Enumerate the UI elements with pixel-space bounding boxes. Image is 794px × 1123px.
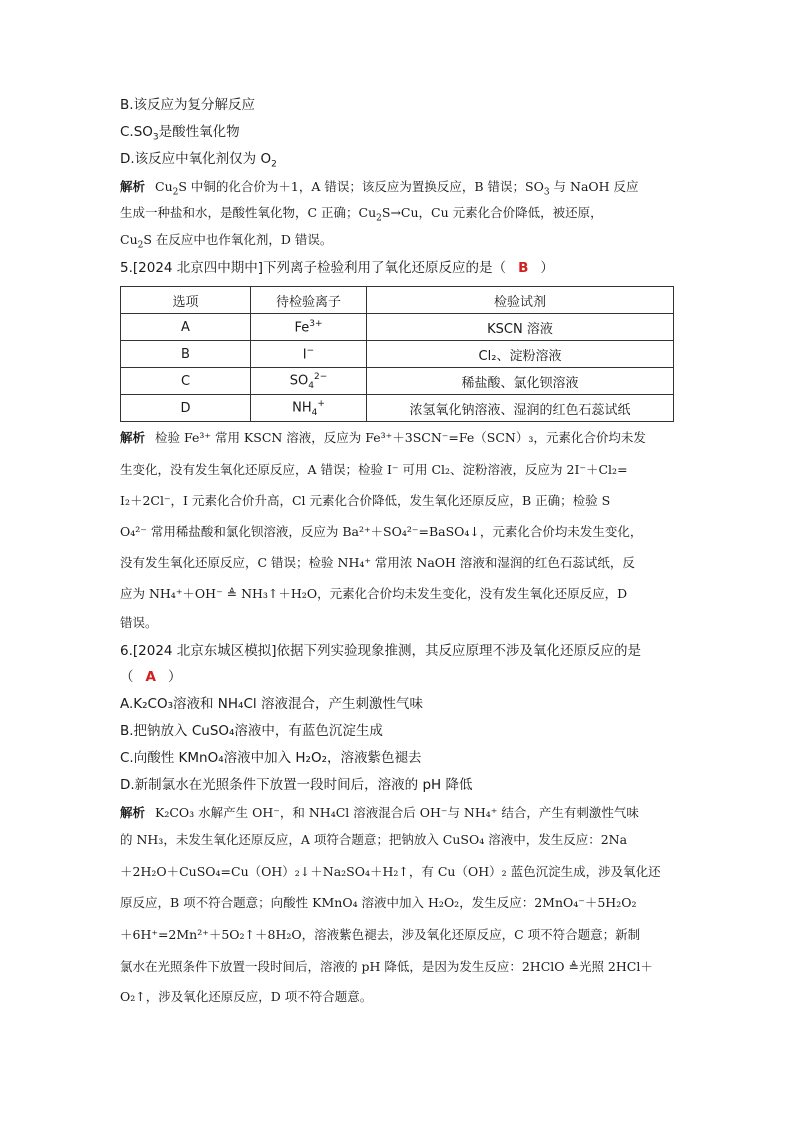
table-row	[121, 368, 674, 395]
table-row	[121, 314, 674, 341]
table-header: 检验试剂	[367, 287, 674, 314]
question-stem: 6.[2024 北京东城区模拟]依据下列实验现象推测，其反应原理不涉及氧化还原反应的是	[120, 643, 642, 659]
table-row	[121, 341, 674, 368]
analysis-line: 解析 K₂CO₃ 水解产生 OH⁻，和 NH₄Cl 溶液混合后 OH⁻与 NH₄⁺ 结合，产生有刺激性气味	[120, 805, 639, 820]
answer-mark: B	[518, 260, 529, 276]
option-cell: A	[121, 314, 251, 341]
table-header: 选项	[121, 287, 251, 314]
analysis-line: 生变化，没有发生氧化还原反应，A 错误；检验 I⁻ 可用 Cl₂、淀粉溶液，反应为 2I⁻＋Cl₂=	[120, 462, 628, 477]
analysis-line: 没有发生氧化还原反应，C 错误；检验 NH₄⁺ 常用浓 NaOH 溶液和湿润的红色石蕊试纸，反	[120, 555, 635, 570]
option-c: $C.SO_3$是酸性氧化物	[120, 124, 240, 143]
option-d: D.新制氯水在光照条件下放置一段时间后，溶液的 pH 降低	[120, 777, 473, 793]
ion-cell: $SO_4^{2-}$	[251, 368, 367, 395]
analysis-line: 原反应，B 项不符合题意；向酸性 KMnO₄ 溶液中加入 H₂O₂，发生反应：2MnO₄⁻＋5H₂O₂	[120, 895, 637, 910]
question-stem: 5.[2024 北京四中期中]下列离子检验利用了氧化还原反应的是（ B ）	[120, 260, 554, 276]
analysis-line: 解析 $Cu_2S$ 中铜的化合价为＋1，A 错误；该反应为置换反应，B 错误；$SO_3$ 与 NaOH 反应	[120, 179, 639, 198]
option-b: B.该反应为复分解反应	[120, 97, 256, 113]
table-row	[121, 395, 674, 422]
analysis-line: O₂↑，涉及氧化还原反应，D 项不符合题意。	[120, 989, 373, 1004]
answer-paren: （ A ）	[120, 669, 182, 685]
table-header-row	[121, 287, 674, 314]
reagent-cell: KSCN 溶液	[367, 314, 674, 341]
analysis-line: 的 NH₃，未发生氧化还原反应，A 项符合题意；把钠放入 CuSO₄ 溶液中，发生反应：2Na	[120, 832, 628, 847]
option-cell: D	[121, 395, 251, 422]
reagent-cell: Cl₂、淀粉溶液	[367, 341, 674, 368]
analysis-label: 解析	[120, 179, 146, 194]
analysis-line: 错误。	[120, 615, 158, 630]
analysis-line: I₂＋2Cl⁻，I 元素化合价升高，Cl 元素化合价降低，发生氧化还原反应，B 正确；检验 S	[120, 493, 611, 508]
reagent-cell: 浓氢氧化钠溶液、湿润的红色石蕊试纸	[367, 395, 674, 422]
analysis-label: 解析	[120, 430, 146, 445]
analysis-label: 解析	[120, 805, 146, 820]
ion-cell: $Fe^{3+}$	[251, 314, 367, 341]
option-cell: C	[121, 368, 251, 395]
analysis-line: O₄²⁻ 常用稀盐酸和氯化钡溶液，反应为 Ba²⁺＋SO₄²⁻=BaSO₄↓，元素化合价均未发生变化，	[120, 524, 643, 539]
answer-mark: A	[145, 669, 156, 685]
options-table	[120, 286, 674, 422]
analysis-line: ＋6H⁺=2Mn²⁺＋5O₂↑＋8H₂O，溶液紫色褪去，涉及氧化还原反应，C 项不符合题意；新制	[120, 927, 641, 942]
ion-cell: $NH_4^+$	[251, 395, 367, 422]
option-cell: B	[121, 341, 251, 368]
analysis-line: 氯水在光照条件下放置一段时间后，溶液的 pH 降低，是因为发生反应：2HClO ≜光照 2HCl＋	[120, 959, 653, 974]
option-d: D.该反应中氧化剂仅为 $O_2$	[120, 151, 277, 170]
analysis-line: 生成一种盐和水，是酸性氧化物，C 正确；$Cu_2S\to Cu$，Cu 元素化合价降低，被还原，	[120, 205, 603, 224]
option-c: C.向酸性 KMnO₄溶液中加入 H₂O₂，溶液紫色褪去	[120, 750, 422, 766]
analysis-line: 应为 NH₄⁺＋OH⁻ ≜ NH₃↑＋H₂O，元素化合价均未发生变化，没有发生氧化还原反应，D	[120, 586, 628, 601]
analysis-line: 解析 检验 Fe³⁺ 常用 KSCN 溶液，反应为 Fe³⁺＋3SCN⁻=Fe（SCN）₃，元素化合价均未发	[120, 430, 646, 445]
analysis-line: $Cu_2S$ 在反应中也作氧化剂，D 错误。	[120, 232, 333, 251]
option-a: A.K₂CO₃溶液和 NH₄Cl 溶液混合，产生刺激性气味	[120, 696, 423, 712]
analysis-line: ＋2H₂O＋CuSO₄=Cu（OH）₂↓＋Na₂SO₄＋H₂↑，有 Cu（OH）₂ 蓝色沉淀生成，涉及氧化还	[120, 864, 661, 879]
option-b: B.把钠放入 CuSO₄溶液中，有蓝色沉淀生成	[120, 723, 383, 739]
table-header: 待检验离子	[251, 287, 367, 314]
ion-cell: I−	[251, 341, 367, 368]
reagent-cell: 稀盐酸、氯化钡溶液	[367, 368, 674, 395]
